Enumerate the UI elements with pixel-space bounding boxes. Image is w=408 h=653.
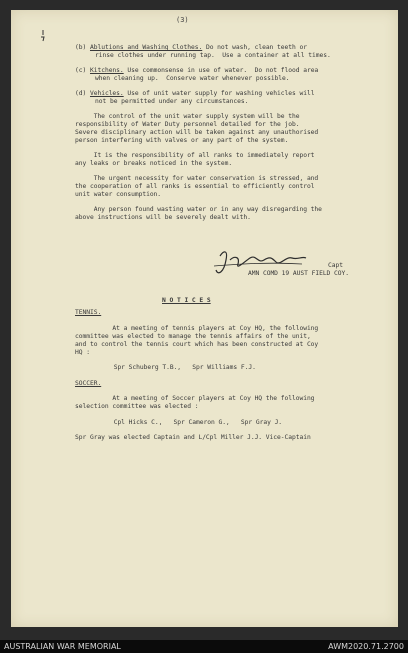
para-d-line: not be permitted under any circumstances. [95,98,249,105]
tennis-line: HQ : [75,349,90,356]
para-d-label: (d) [75,90,87,97]
para-b-line: rinse clothes under running tap. Use a container at all times. [95,52,331,59]
para-b-line: Do not wash, clean teeth or [202,44,307,51]
body-line: It is the responsibility of all ranks to immediately report [75,152,315,159]
para-d-heading: Vehicles. [89,90,124,97]
soccer-line: selection committee was elected : [75,403,199,410]
body-line: unit water consumption. [75,191,162,198]
soccer-line: At a meeting of Soccer players at Coy HQ the following [75,395,315,402]
soccer-captain: Spr Gray was elected Captain and L/Cpl Miller J.J. Vice-Captain [75,434,311,441]
para-b-label: (b) [75,44,87,51]
footer-institution: AUSTRALIAN WAR MEMORIAL [4,642,121,651]
footer-bar [0,640,408,653]
body-line: any leaks or breaks noticed in the system. [75,160,233,167]
body-line: The urgent necessity for water conservation is stressed, and [75,175,319,182]
para-d [75,90,314,98]
soccer-members: Cpl Hicks C., Spr Cameron G., Spr Gray J. [95,419,283,426]
body-line: the cooperation of all ranks is essential to efficiently control [75,183,315,190]
body-line: Any person found wasting water or in any way disregarding the [75,206,322,213]
para-b [75,44,307,52]
para-b-heading: Ablutions and Washing Clothes. [89,44,203,51]
para-c [75,67,318,75]
tennis-heading: TENNIS. [75,309,102,316]
tennis-members: Spr Schuberg T.B., Spr Williams F.J. [95,364,256,371]
body-line: The control of the unit water supply system will be the [75,113,300,120]
para-c-line: when cleaning up. Conserve water whenever possible. [95,75,290,82]
para-d-line: Use of unit water supply for washing vehicles will [123,90,315,97]
para-c-line: Use commonsense in use of water. Do not flood area [123,67,319,74]
body-line: Severe disciplinary action will be taken against any unauthorised [75,129,319,136]
body-line: responsibility of Water Duty personnel detailed for the job. [75,121,300,128]
tennis-line: and to control the tennis court which has been constructed at Coy [75,341,319,348]
margin-mark [40,30,46,42]
signature-unit: AMN COMD 19 AUST FIELD COY. [248,270,350,277]
page-number: (3) [176,16,189,24]
para-c-label: (c) [75,67,87,74]
soccer-heading: SOCCER. [75,380,102,387]
para-c-heading: Kitchens. [89,67,124,74]
notices-title: N O T I C E S [162,297,211,304]
tennis-line: At a meeting of tennis players at Coy HQ, the following [75,325,319,332]
tennis-line: committee was elected to manage the tennis affairs of the unit, [75,333,311,340]
body-line: person interfering with valves or any part of the system. [75,137,289,144]
signature-rank: Capt [328,262,343,269]
body-line: above instructions will be severely dealt with. [75,214,251,221]
footer-accession: AWM2020.71.2700 [328,642,404,651]
